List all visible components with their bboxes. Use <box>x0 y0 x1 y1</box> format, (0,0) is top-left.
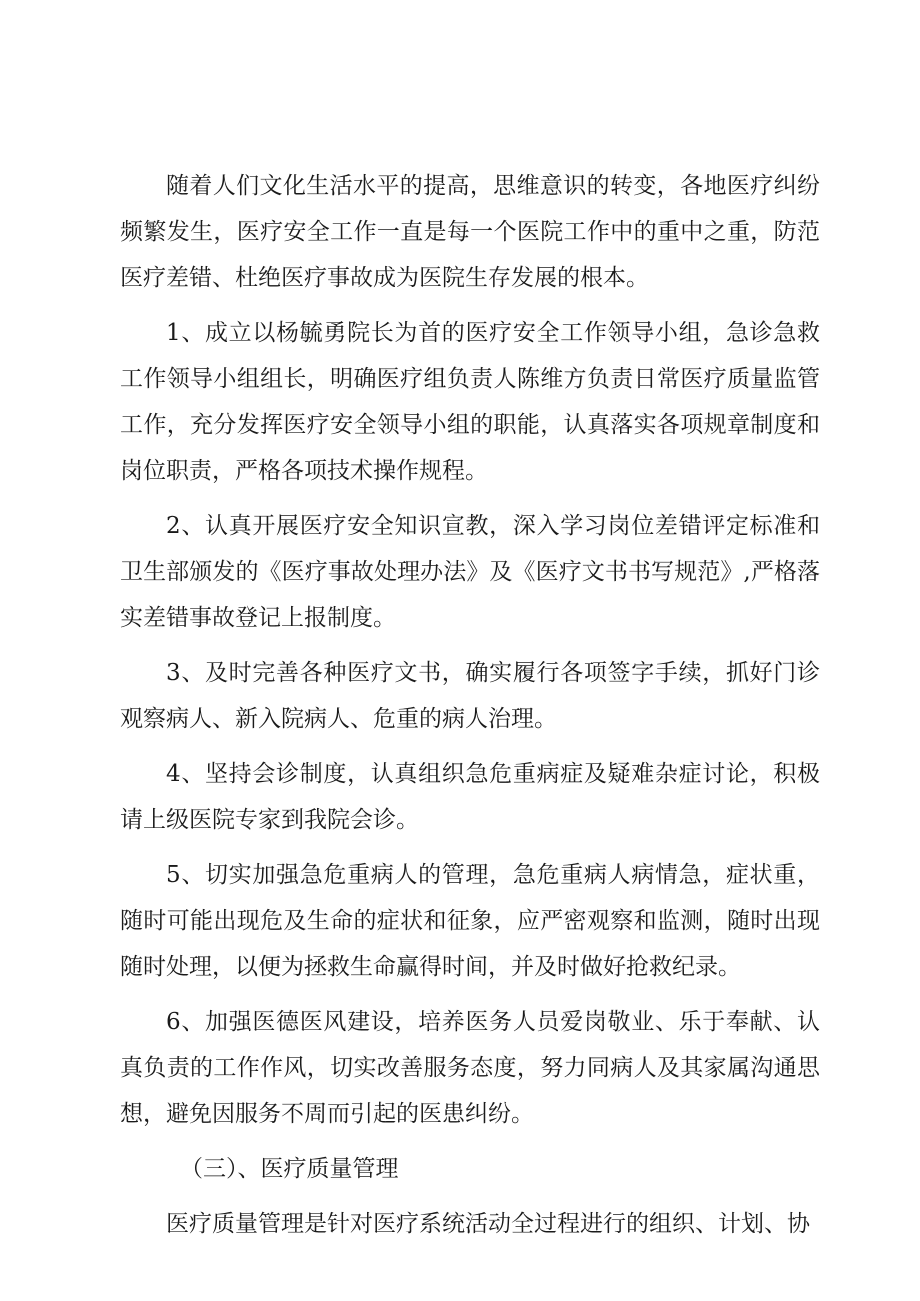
paragraph-item-5: 5、切实加强急危重病人的管理，急危重病人病情急，症状重，随时可能出现危及生命的症状和征象，应严密观察和监测，随时出现随时处理，以便为拯救生命赢得时间，并及时做好抢救纪录。 <box>120 862 820 980</box>
paragraph-item-1: 1、成立以杨毓勇院长为首的医疗安全工作领导小组，急诊急救工作领导小组组长，明确医疗组负责人陈维方负责日常医疗质量监管工作，充分发挥医疗安全领导小组的职能，认真落实各项规章制度和岗位职责，严格各项技术操作规程。 <box>120 320 820 484</box>
paragraph-intro: 随着人们文化生活水平的提高，思维意识的转变，各地医疗纠纷频繁发生，医疗安全工作一直是每一个医院工作中的重中之重，防范医疗差错、杜绝医疗事故成为医院生存发展的根本。 <box>120 173 820 291</box>
section-heading: （三）、医疗质量管理 <box>180 1156 399 1182</box>
paragraph-quality-management: 医疗质量管理是针对医疗系统活动全过程进行的组织、计划、协 <box>166 1211 810 1237</box>
document-body <box>120 163 820 1247</box>
paragraph-item-2: 2、认真开展医疗安全知识宣教，深入学习岗位差错评定标准和卫生部颁发的《医疗事故处理办法》及《医疗文书书写规范》,严格落实差错事故登记上报制度。 <box>120 513 820 631</box>
paragraph-item-3: 3、及时完善各种医疗文书，确实履行各项签字手续，抓好门诊观察病人、新入院病人、危重的病人治理。 <box>120 660 820 732</box>
paragraph-item-6: 6、加强医德医风建设，培养医务人员爱岗敬业、乐于奉献、认真负责的工作作风，切实改善服务态度，努力同病人及其家属沟通思想，避免因服务不周而引起的医患纠纷。 <box>120 1009 820 1127</box>
paragraph-item-4: 4、坚持会诊制度，认真组织急危重病症及疑难杂症讨论，积极请上级医院专家到我院会诊。 <box>120 761 820 833</box>
